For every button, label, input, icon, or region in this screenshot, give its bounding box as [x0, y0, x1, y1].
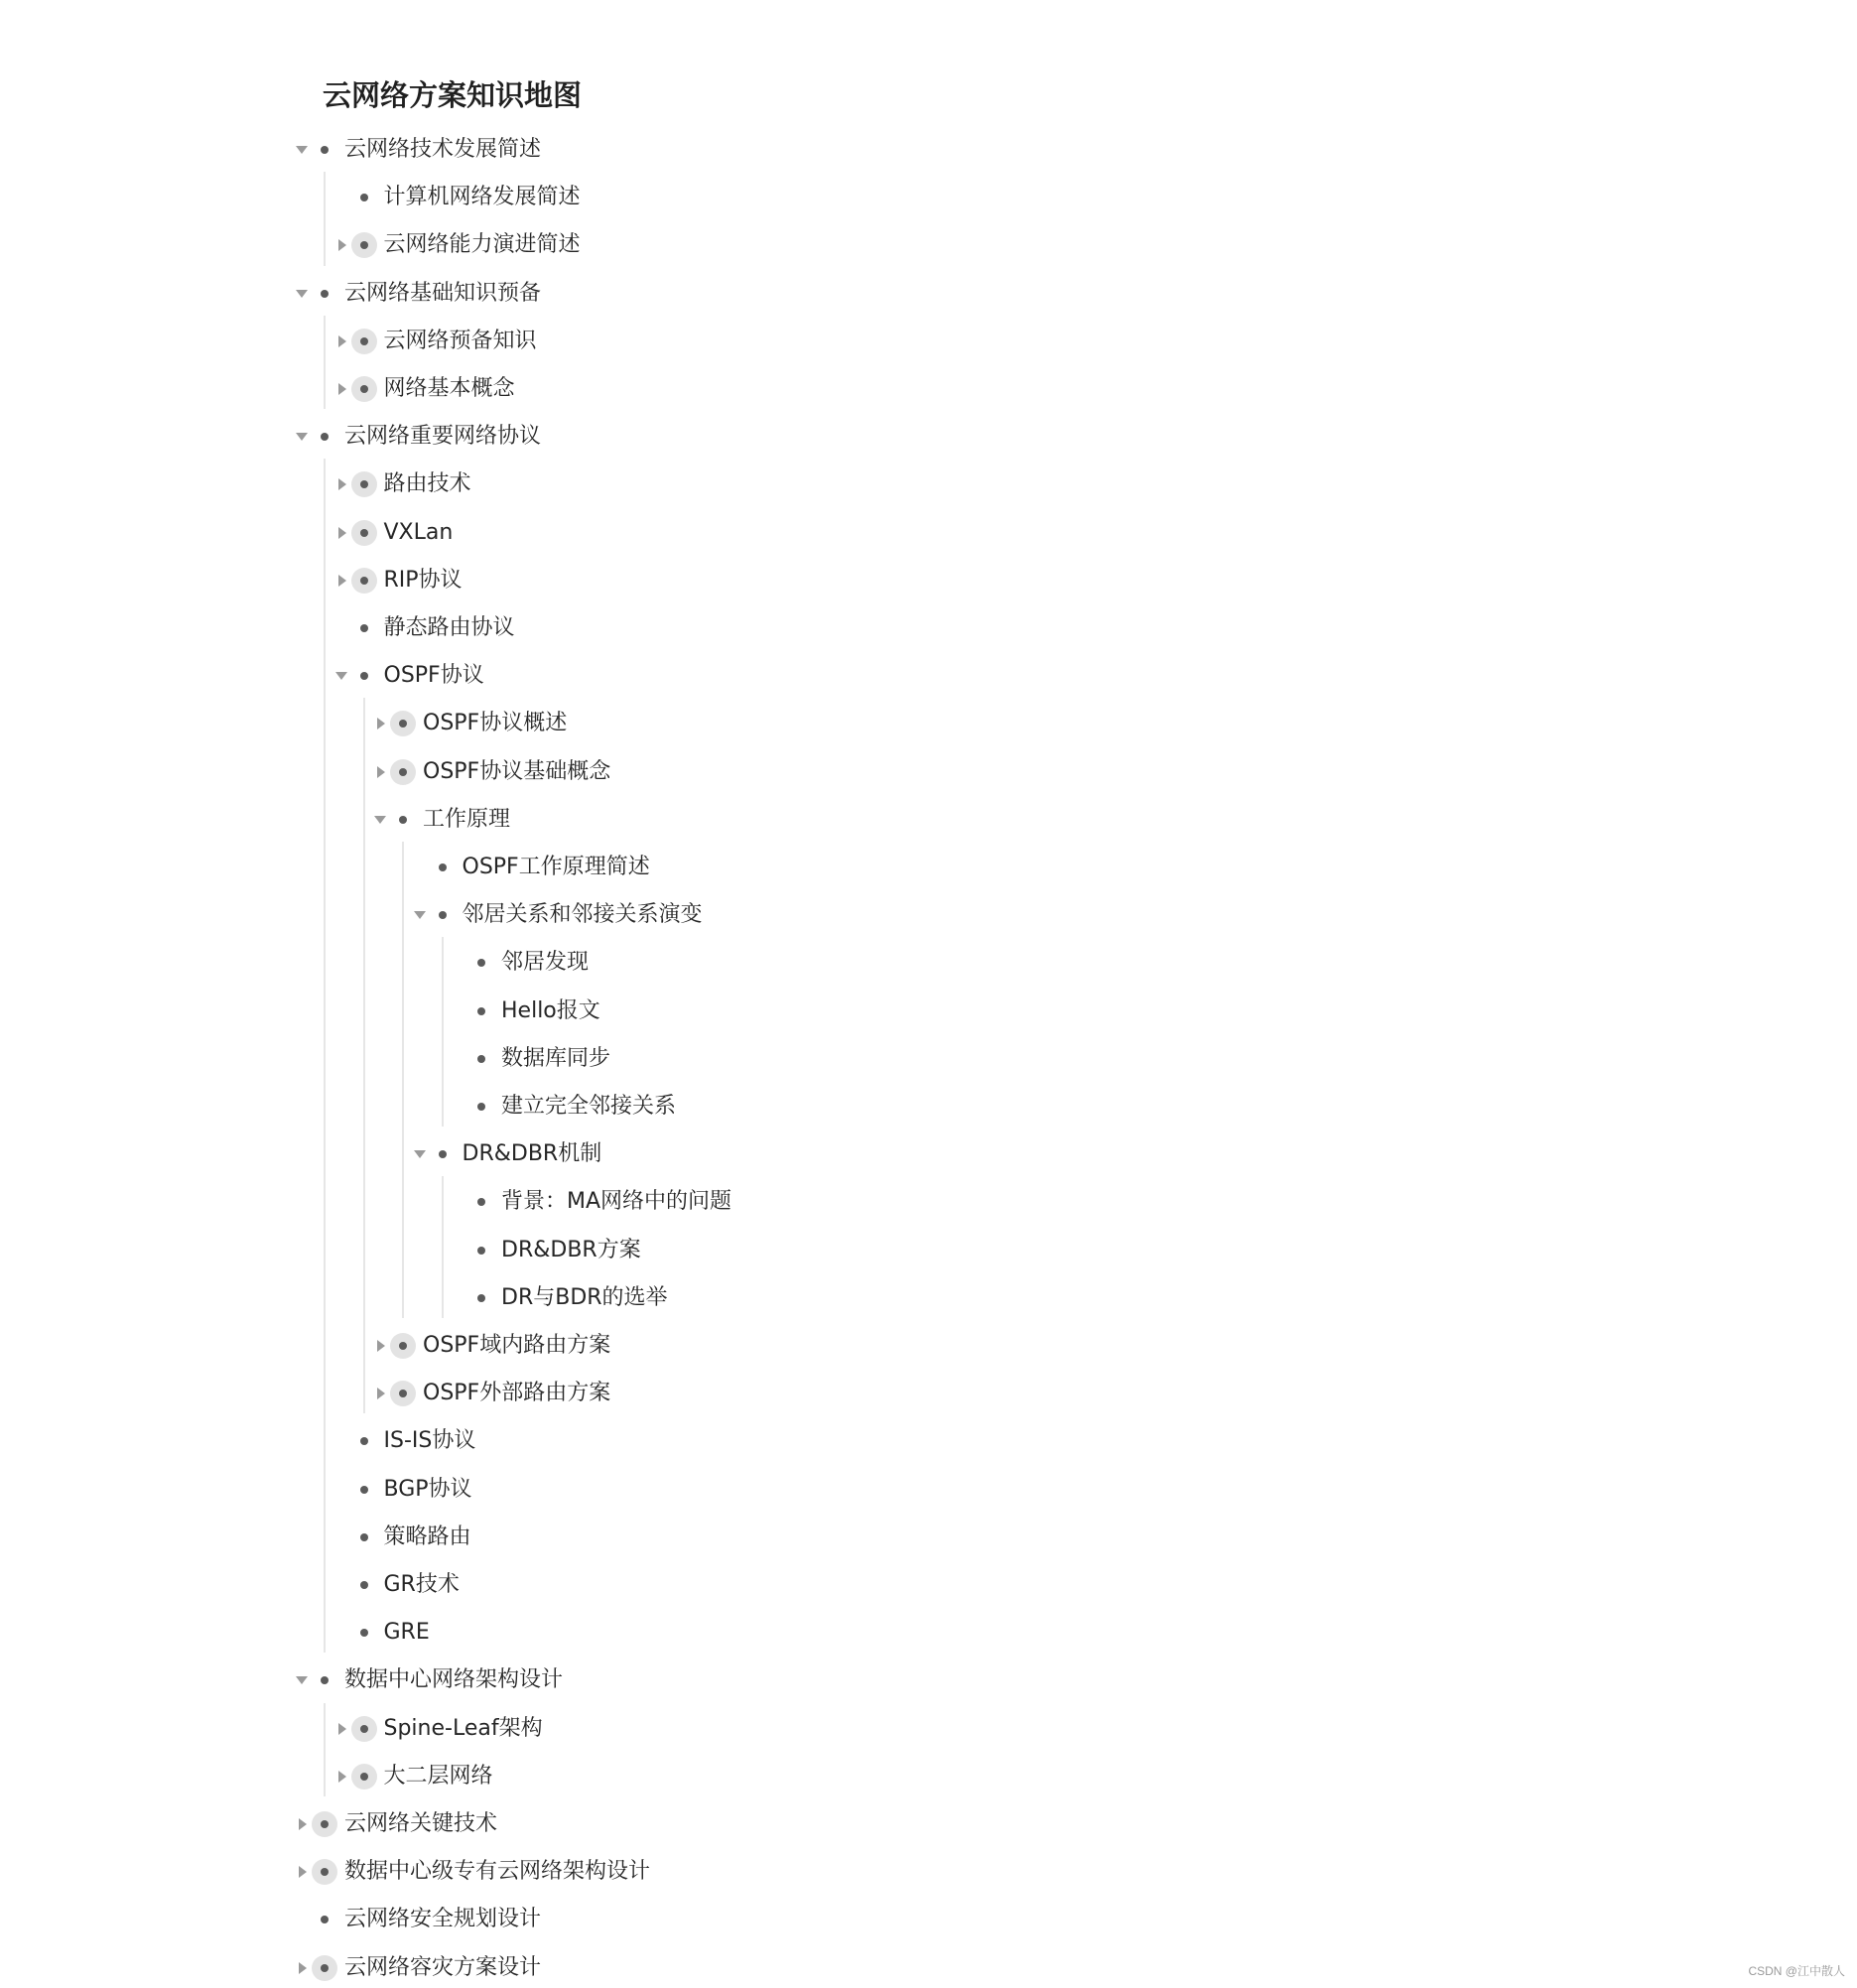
indent-guide-line — [363, 698, 365, 1413]
outline-item[interactable] — [0, 322, 1857, 361]
outline-item[interactable] — [0, 1421, 1857, 1461]
outline-item-label: 云网络安全规划设计 — [344, 1907, 542, 1932]
outline-item[interactable] — [0, 752, 1857, 792]
bullet-icon[interactable] — [351, 1470, 377, 1510]
outline-item[interactable] — [0, 1087, 1857, 1127]
bullet-icon[interactable] — [468, 1087, 494, 1127]
outline-item-label: OSPF域内路由方案 — [423, 1333, 611, 1358]
caret-right-icon[interactable] — [332, 1709, 351, 1749]
collapsed-bullet-icon[interactable] — [351, 322, 377, 361]
caret-right-icon[interactable] — [370, 1326, 390, 1366]
bullet-icon[interactable] — [468, 1039, 494, 1079]
outline-item-label: 云网络能力演进简述 — [383, 232, 581, 258]
bullet-dot — [360, 1773, 368, 1781]
outline-item[interactable] — [0, 608, 1857, 648]
outline-item-label: GR技术 — [383, 1572, 460, 1597]
outline-item-label: Spine-Leaf架构 — [383, 1715, 543, 1741]
outline-item[interactable] — [0, 1518, 1857, 1557]
bullet-icon[interactable] — [468, 992, 494, 1031]
bullet-dot — [477, 959, 485, 967]
bullet-dot — [360, 385, 368, 393]
collapsed-bullet-icon[interactable] — [351, 369, 377, 409]
collapsed-bullet-icon[interactable] — [351, 513, 377, 553]
outline-item[interactable] — [0, 561, 1857, 600]
caret-down-icon[interactable] — [292, 417, 312, 457]
outline-item[interactable] — [0, 704, 1857, 743]
collapsed-bullet-icon[interactable] — [351, 225, 377, 265]
bullet-icon[interactable] — [351, 1565, 377, 1605]
outline-item[interactable] — [0, 895, 1857, 935]
outline-item-label: Hello报文 — [501, 997, 600, 1023]
bullet-icon[interactable] — [312, 130, 337, 170]
caret-right-icon[interactable] — [332, 225, 351, 265]
outline-item[interactable] — [0, 1278, 1857, 1318]
outline-item[interactable] — [0, 464, 1857, 504]
collapsed-bullet-icon[interactable] — [312, 1804, 337, 1844]
collapsed-bullet-icon[interactable] — [312, 1948, 337, 1988]
bullet-dot — [360, 1437, 368, 1445]
bullet-icon[interactable] — [351, 178, 377, 217]
outline-item[interactable] — [0, 1852, 1857, 1892]
outline-item-label: 静态路由协议 — [383, 615, 515, 640]
collapsed-bullet-icon[interactable] — [390, 1326, 416, 1366]
outline-item-label: OSPF工作原理简述 — [462, 855, 650, 879]
bullet-dot — [360, 1533, 368, 1541]
outline-item-label: 路由技术 — [383, 471, 471, 497]
outline-item-label: 云网络预备知识 — [383, 328, 537, 353]
outline-item-label: OSPF协议 — [383, 663, 484, 689]
bullet-dot — [321, 1964, 329, 1972]
outline-item-label: RIP协议 — [383, 567, 463, 593]
bullet-dot — [360, 1725, 368, 1733]
collapsed-bullet-icon[interactable] — [390, 752, 416, 792]
caret-right-icon[interactable] — [370, 1374, 390, 1413]
outline-item[interactable] — [0, 274, 1857, 314]
bullet-dot — [439, 911, 447, 919]
bullet-dot — [360, 529, 368, 537]
bullet-dot — [360, 672, 368, 680]
outline-item[interactable] — [0, 656, 1857, 696]
bullet-icon[interactable] — [390, 800, 416, 840]
caret-down-icon[interactable] — [370, 800, 390, 840]
outline-item-label: 数据库同步 — [501, 1045, 611, 1071]
caret-down-icon[interactable] — [292, 1660, 312, 1700]
bullet-dot — [399, 1342, 407, 1350]
caret-down-icon[interactable] — [292, 274, 312, 314]
outline-item[interactable] — [0, 1039, 1857, 1079]
outline-item[interactable] — [0, 1948, 1857, 1988]
outline-item[interactable] — [0, 1470, 1857, 1510]
caret-down-icon[interactable] — [410, 1134, 430, 1174]
bullet-icon[interactable] — [468, 1182, 494, 1222]
bullet-dot — [360, 1629, 368, 1637]
bullet-dot — [321, 290, 329, 298]
outline-item-label: VXLan — [383, 519, 454, 545]
bullet-dot — [360, 241, 368, 249]
outline-item[interactable] — [0, 130, 1857, 170]
outline-item-label: 策略路由 — [383, 1524, 471, 1549]
bullet-icon[interactable] — [468, 943, 494, 983]
bullet-icon[interactable] — [351, 608, 377, 648]
outline-item[interactable] — [0, 1757, 1857, 1796]
collapsed-bullet-icon[interactable] — [390, 1374, 416, 1413]
bullet-dot — [477, 1055, 485, 1063]
collapsed-bullet-icon[interactable] — [312, 1852, 337, 1892]
outline-item-label: OSPF外部路由方案 — [423, 1381, 611, 1406]
outline-item[interactable] — [0, 1374, 1857, 1413]
outline-item-label: 大二层网络 — [383, 1763, 493, 1789]
bullet-dot — [321, 1676, 329, 1684]
bullet-dot — [360, 577, 368, 585]
outline-item-label: OSPF协议基础概念 — [423, 758, 611, 784]
outline-item-label: 云网络重要网络协议 — [344, 424, 542, 450]
outline-item-label: IS-IS协议 — [383, 1428, 476, 1454]
bullet-icon[interactable] — [312, 1660, 337, 1700]
bullet-icon[interactable] — [430, 895, 456, 935]
outline-item[interactable] — [0, 943, 1857, 983]
bullet-icon[interactable] — [430, 1134, 456, 1174]
bullet-icon[interactable] — [351, 1613, 377, 1653]
outline-item[interactable] — [0, 1804, 1857, 1844]
indent-guide-line — [324, 172, 326, 265]
bullet-dot — [321, 1820, 329, 1828]
outline-item-label: OSPF协议概述 — [423, 711, 568, 736]
outline-item-label: 云网络基础知识预备 — [344, 280, 542, 306]
page-title: 云网络方案知识地图 — [323, 78, 583, 112]
bullet-dot — [399, 768, 407, 776]
bullet-dot — [321, 433, 329, 441]
bullet-icon[interactable] — [351, 656, 377, 696]
caret-right-icon[interactable] — [292, 1948, 312, 1988]
outline-item-label: 背景：MA网络中的问题 — [501, 1189, 732, 1215]
outline-item[interactable] — [0, 178, 1857, 217]
collapsed-bullet-icon[interactable] — [351, 1757, 377, 1796]
bullet-dot — [477, 1198, 485, 1206]
caret-right-icon[interactable] — [332, 464, 351, 504]
bullet-dot — [360, 624, 368, 632]
collapsed-bullet-icon[interactable] — [351, 561, 377, 600]
bullet-dot — [477, 1007, 485, 1015]
indent-guide-line — [324, 316, 326, 409]
indent-guide-line — [442, 1176, 444, 1318]
outline-item-label: 数据中心网络架构设计 — [344, 1667, 564, 1693]
caret-right-icon[interactable] — [332, 1757, 351, 1796]
bullet-icon[interactable] — [468, 1278, 494, 1318]
caret-right-icon[interactable] — [370, 752, 390, 792]
outline-item[interactable] — [0, 1231, 1857, 1270]
outline-item-label: 网络基本概念 — [383, 376, 515, 401]
outline-item[interactable] — [0, 800, 1857, 840]
outline-item-label: 建立完全邻接关系 — [501, 1094, 677, 1119]
outline-item-label: 云网络容灾方案设计 — [344, 1954, 542, 1980]
bullet-dot — [477, 1294, 485, 1302]
bullet-dot — [399, 816, 407, 824]
bullet-dot — [439, 863, 447, 871]
indent-guide-line — [324, 1703, 326, 1796]
bullet-dot — [439, 1150, 447, 1158]
bullet-dot — [360, 337, 368, 345]
outline-item-label: 工作原理 — [423, 806, 511, 832]
outline-item[interactable] — [0, 369, 1857, 409]
outline-item[interactable] — [0, 225, 1857, 265]
outline-item[interactable] — [0, 1613, 1857, 1653]
bullet-icon[interactable] — [312, 274, 337, 314]
watermark: CSDN @江中散人 — [1748, 1964, 1845, 1978]
caret-down-icon[interactable] — [410, 895, 430, 935]
outline-item-label: 邻居关系和邻接关系演变 — [462, 902, 703, 928]
bullet-dot — [477, 1103, 485, 1111]
outline-item[interactable] — [0, 848, 1857, 887]
outline-item[interactable] — [0, 1134, 1857, 1174]
bullet-dot — [360, 1581, 368, 1589]
caret-right-icon[interactable] — [332, 513, 351, 553]
caret-right-icon[interactable] — [292, 1852, 312, 1892]
bullet-dot — [321, 146, 329, 154]
caret-down-icon[interactable] — [332, 656, 351, 696]
bullet-icon[interactable] — [351, 1421, 377, 1461]
collapsed-bullet-icon[interactable] — [351, 1709, 377, 1749]
outline-item-label: 云网络技术发展简述 — [344, 137, 542, 162]
outline-item-label: BGP协议 — [383, 1476, 472, 1502]
collapsed-bullet-icon[interactable] — [351, 464, 377, 504]
caret-right-icon[interactable] — [332, 369, 351, 409]
outline-item-label: 数据中心级专有云网络架构设计 — [344, 1859, 651, 1885]
outline-item-label: DR与BDR的选举 — [501, 1284, 668, 1310]
outline-item[interactable] — [0, 1660, 1857, 1700]
outline-item-label: 云网络关键技术 — [344, 1811, 498, 1836]
caret-right-icon[interactable] — [332, 561, 351, 600]
outline-item-label: 邻居发现 — [501, 950, 590, 976]
outline-item-label: GRE — [383, 1620, 430, 1646]
bullet-dot — [360, 480, 368, 488]
caret-right-icon[interactable] — [292, 1804, 312, 1844]
outline-item-label: DR&DBR方案 — [501, 1237, 641, 1262]
outline-item[interactable] — [0, 1182, 1857, 1222]
bullet-icon[interactable] — [430, 848, 456, 887]
caret-right-icon[interactable] — [332, 322, 351, 361]
bullet-icon[interactable] — [312, 1900, 337, 1939]
bullet-icon[interactable] — [351, 1518, 377, 1557]
outline-item[interactable] — [0, 1900, 1857, 1939]
outline-item[interactable] — [0, 417, 1857, 457]
outline-item[interactable] — [0, 1326, 1857, 1366]
bullet-icon[interactable] — [312, 417, 337, 457]
indent-guide-line — [442, 937, 444, 1127]
outline-item[interactable] — [0, 513, 1857, 553]
indent-guide-line — [324, 459, 326, 1653]
indent-guide-line — [402, 842, 404, 1318]
caret-down-icon[interactable] — [292, 130, 312, 170]
bullet-icon[interactable] — [468, 1231, 494, 1270]
bullet-dot — [360, 194, 368, 201]
outline-item[interactable] — [0, 1565, 1857, 1605]
outline-item[interactable] — [0, 1709, 1857, 1749]
caret-right-icon[interactable] — [370, 704, 390, 743]
collapsed-bullet-icon[interactable] — [390, 704, 416, 743]
outline-item[interactable] — [0, 992, 1857, 1031]
outline-item-label: DR&DBR机制 — [462, 1141, 602, 1167]
bullet-dot — [321, 1916, 329, 1923]
bullet-dot — [360, 1486, 368, 1494]
bullet-dot — [477, 1247, 485, 1255]
outline-item-label: 计算机网络发展简述 — [383, 185, 581, 210]
